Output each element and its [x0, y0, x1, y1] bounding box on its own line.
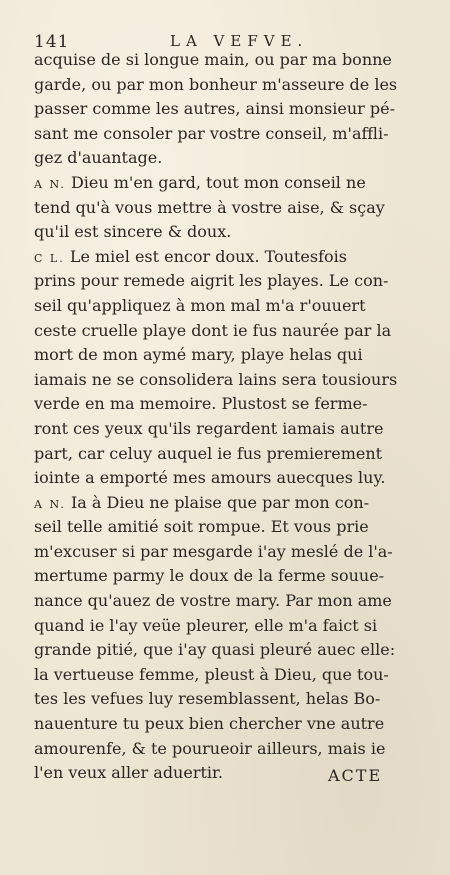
running-title: LA VEFVE.: [170, 32, 309, 50]
line-text: mort de mon aymé mary, playe helas qui: [34, 345, 363, 365]
speaker-label: A N.: [34, 177, 66, 191]
line-text: Ia à Dieu ne plaise que par mon con-: [70, 492, 370, 512]
line-text: part, car celuy auquel ie fus premierement: [34, 443, 383, 463]
text-line: [34, 638, 418, 663]
text-line: [34, 146, 418, 171]
line-text: l'en veux aller aduertir.: [34, 763, 223, 783]
line-text: prins pour remede aigrit les playes. Le con-: [34, 271, 389, 291]
text-line: [34, 122, 418, 147]
line-text: grande pitié, que i'ay quasi pleuré auec elle:: [34, 640, 396, 660]
text-line: [34, 319, 418, 344]
text-line: [34, 48, 418, 73]
text-line: [34, 687, 418, 712]
text-line: [34, 737, 418, 762]
line-text: qu'il est sincere & doux.: [34, 222, 232, 242]
line-text: mertume parmy le doux de la ferme souue-: [34, 566, 385, 586]
line-text: ceste cruelle playe dont ie fus naurée par la: [34, 320, 392, 340]
line-text: nauenture tu peux bien chercher vne autre: [34, 714, 385, 734]
text-line: [34, 515, 418, 540]
line-text: Le miel est encor doux. Toutesfois: [69, 246, 347, 266]
text-line: [34, 368, 418, 393]
line-text: seil qu'appliquez à mon mal m'a r'ouuert: [34, 295, 366, 315]
text-line: [34, 712, 418, 737]
text-line: [34, 589, 418, 614]
line-text: la vertueuse femme, pleust à Dieu, que tou-: [34, 664, 389, 684]
text-line: [34, 343, 418, 368]
text-line: [34, 466, 418, 491]
line-text: nance qu'auez de vostre mary. Par mon ame: [34, 591, 392, 611]
text-line: [34, 245, 418, 270]
line-text: tes les vefues luy resemblassent, helas Bo-: [34, 689, 381, 709]
page-number: 141: [34, 32, 70, 52]
text-line: [34, 294, 418, 319]
line-text: iamais ne se consolidera lains sera tousiours: [34, 369, 398, 389]
line-text: sant me consoler par vostre conseil, m'affli-: [34, 123, 389, 143]
text-line: [34, 614, 418, 639]
line-text: quand ie l'ay veüe pleurer, elle m'a faict si: [34, 615, 378, 635]
line-text: amourenfe, & te pourueoir ailleurs, mais ie: [34, 738, 386, 758]
line-text: iointe a emporté mes amours auecques luy.: [34, 468, 386, 488]
text-line: [34, 392, 418, 417]
text-line: [34, 171, 418, 196]
text-body: [34, 48, 418, 786]
text-line: [34, 540, 418, 565]
line-text: garde, ou par mon bonheur m'asseure de les: [34, 74, 398, 94]
speaker-label: A N.: [34, 497, 66, 511]
line-text: m'excuser si par mesgarde i'ay meslé de l'a-: [34, 541, 393, 561]
line-text: gez d'auantage.: [34, 148, 163, 168]
text-line: [34, 97, 418, 122]
catchword: ACTE: [328, 766, 383, 785]
text-line: [34, 269, 418, 294]
line-text: passer comme les autres, ainsi monsieur pé-: [34, 99, 395, 119]
text-line: [34, 564, 418, 589]
speaker-label: C L.: [34, 251, 65, 265]
line-text: Dieu m'en gard, tout mon conseil ne: [70, 172, 366, 192]
text-line: [34, 196, 418, 221]
text-line: [34, 663, 418, 688]
line-text: acquise de si longue main, ou par ma bonne: [34, 50, 392, 69]
line-text: seil telle amitié soit rompue. Et vous prie: [34, 517, 369, 537]
line-text: ront ces yeux qu'ils regardent iamais autre: [34, 418, 384, 438]
line-text: verde en ma memoire. Plustost se ferme-: [34, 394, 368, 414]
text-line: [34, 73, 418, 98]
line-text: tend qu'à vous mettre à vostre aise, & sçay: [34, 197, 385, 217]
text-line: [34, 442, 418, 467]
text-line: [34, 220, 418, 245]
text-line: [34, 491, 418, 516]
text-line: [34, 417, 418, 442]
